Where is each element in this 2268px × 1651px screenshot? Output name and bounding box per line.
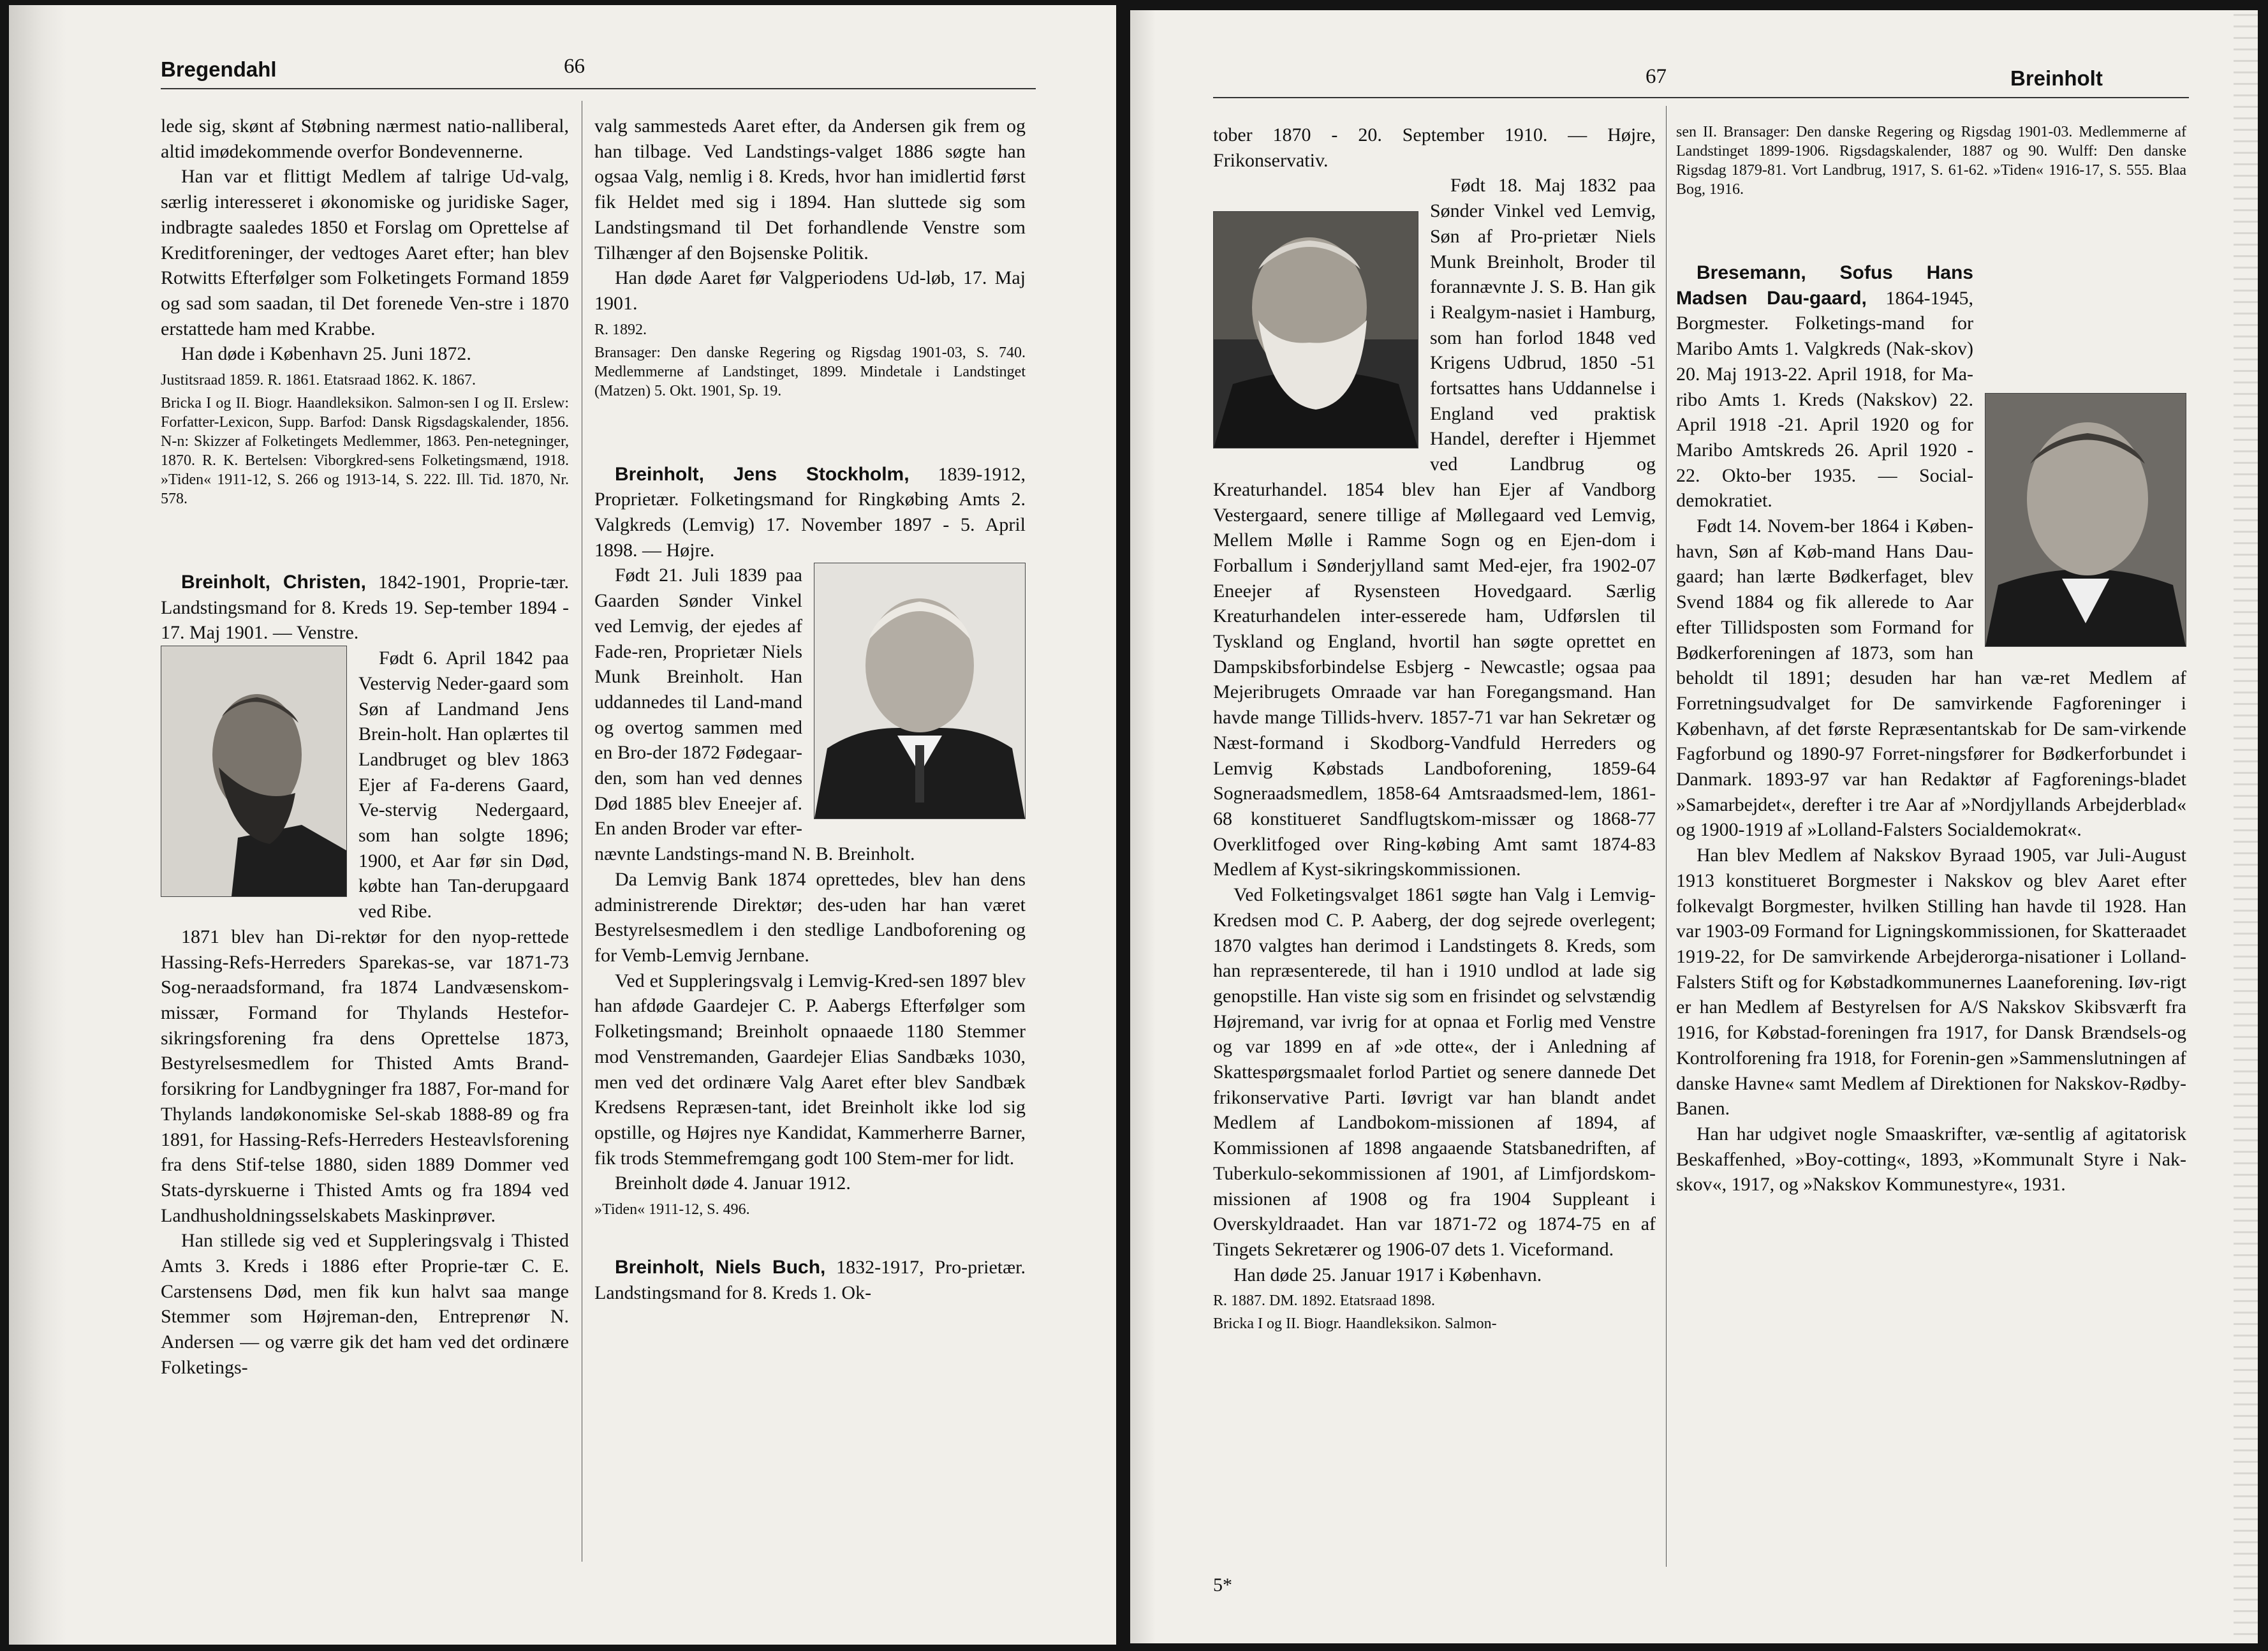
signature-mark: 5* bbox=[1213, 1574, 1232, 1595]
paragraph: 1871 blev han Di-rektør for den nyop-rettede Hassing-Refs-Herreders Sparekas-se, var 1871-73 Sog-neraadsformand, fra 1874 Landvæsenskom-missær, Formand for Thylands Hestefor-sikringsforening fra dens Oprettelse 1873, Bestyrelsesmedlem for Thisted Amts Brand-forsikring for Landbygninger fra 1887, For-mand for Thylands landøkonomiske Sel-skab 1888-89 og fra 1891, for Hassing-Refs-Herreders Hesteavlsforening fra dens Stif-telse 1880, siden 1889 Dommer ved Stats-dyrskuerne i Thisted Amts og fra 1894 ved Landhusholdningsselskabets Maskinprøver. bbox=[161, 926, 569, 1226]
running-head-right: Breinholt bbox=[2010, 66, 2103, 90]
paragraph: Han var et flittigt Medlem af talrige Ud-valg, særlig interesseret i økonomiske og juridiske Sager, indbragte saaledes 1850 et Forslag om Oprettelse af Kreditforeninger, der vedtoges Aaret efter; han blev Rotwitts Efterfølger som Folketingets Formand 1859 og sad som saadan, til Det forenede Ven-stre i 1870 erstattede ham med Krabbe. bbox=[161, 166, 569, 339]
right-column-2 bbox=[1676, 122, 2186, 1197]
entry-name: Bresemann, bbox=[1697, 262, 1806, 283]
header-rule bbox=[161, 88, 1036, 89]
paragraph: Han døde i København 25. Juni 1872. bbox=[181, 343, 471, 365]
entry-name: Breinholt, bbox=[615, 1257, 704, 1278]
paragraph: Ved Folketingsvalget 1861 søgte han Valg i Lemvig-Kredsen mod C. P. Aaberg, der dog sejrede overlegent; 1870 valgtes han derimod i Landstingets 8. Kreds, som han repræsenterede, til han i 1910 undlod at lade sig genopstille. Han viste sig som en frisindet og selvstændig Højremand, var ivrig for at opnaa et Forlig med Venstre og var 1899 en af »de otte«, der i Anledning af Skattespørgsmaalet forlod Partiet og senere dannede Det frikonservative Parti. Iøvrigt var han blandt andet Medlem af Landbokom-missionen af 1894, af Kommissionen af 1898 angaaende Statsbanedriften, af Tuberkulo-sekommissionen af 1901, af Limfjordskom-missionen af 1908 og fra 1904 Suppleant i Overskyldraadet. Han var 1871-72 og 1874-75 en af Tingets Sekretærer og 1906-07 dets 1. Viceformand. bbox=[1213, 884, 1656, 1260]
references-note: »Tiden« 1911-12, S. 496. bbox=[594, 1201, 750, 1218]
paragraph: Han blev Medlem af Nakskov Byraad 1905, var Juli-August 1913 konstitueret Borgmester i Nakskov og blev Aaret efter folkevalgt Borgmester, hvilken Stilling han havde til 1928. Han var 1903-09 Formand for Ligningskommissionen, for Skatteraadet 1919-22, for De samvirkende Arbejderorga-nisationer i Lolland-Falsters Stift og for Købstadkommunernes Laaneforening. Iøv-rigt er han Medlem af Bestyrelsen for A/S Nakskov Skibsværft fra 1916, for Købstad-foreningen fra 1917, for Dansk Brændsels-og Kontrolforening fra 1918, for Forenin-gen »Sammenslutningen af danske Havne« samt Medlem af Direktionen for Nakskov-Rødby-Banen. bbox=[1676, 845, 2186, 1120]
references-note: Bricka I og II. Biogr. Haandleksikon. Salmon- bbox=[1213, 1315, 1497, 1333]
entry-name: Breinholt, Christen, bbox=[181, 572, 366, 593]
references-note: Bricka I og II. Biogr. Haandleksikon. Salmon-sen I og II. Erslew: Forfatter-Lexicon, Supp. Barfod: Dansk Rigsdagskalender, 1856. N-n: Skizzer af Folketingets Medlemmer, 1863. Pen-netegninger, 1870. R. K. Bertelsen: Viborgkred-sens Folketingsmænd, 1918. »Tiden« 1911-12, S. 266 og 1913-14, S. 222. Ill. Tid. 1870, Nr. 578. bbox=[161, 395, 569, 508]
page-gutter-shadow bbox=[1130, 10, 1156, 1643]
page-edge-shadow bbox=[9, 5, 66, 1645]
paragraph: Han døde Aaret før Valgperiodens Ud-løb, 17. Maj 1901. bbox=[594, 267, 1026, 314]
paragraph: Da Lemvig Bank 1874 oprettedes, blev han dens administrerende Direktør; des-uden har han været Bestyrelsesmedlem i den stedlige Landboforening og for Vemb-Lemvig Jernbane. bbox=[594, 868, 1026, 966]
paragraph: Han har udgivet nogle Smaaskrifter, væ-sentlig af agitatorisk Beskaffenhed, »Boy-cotting«, 1893, »Kommunalt Styre i Nak-skov«, 1917, og »Nakskov Kommunestyre«, 1931. bbox=[1676, 1123, 2186, 1196]
page-number-right: 67 bbox=[1646, 65, 1667, 88]
paragraph: lede sig, skønt af Støbning nærmest natio-nalliberal, altid imødekommende overfor Bondevennerne. bbox=[161, 115, 569, 162]
entry-heading: Breinholt, Christen, 1842-1901, Proprie-tær. Landstingsmand for 8. Kreds 19. Sep-tember 1894 - 17. Maj 1901. — Venstre. bbox=[161, 572, 569, 644]
paragraph: valg sammesteds Aaret efter, da Andersen gik frem og han tilbage. Ved Landstings-valget 1886 søgte han ogsaa Valg, nemlig i 8. Kreds, hvor han imidlertid først fik Heldet med sig i 1894. Han sluttede sig som Landstingsmand til Det forhandlende Venstre som Tilhænger af den Bojsenske Politik. bbox=[594, 115, 1026, 263]
entry-heading: Breinholt, Niels Buch, 1832-1917, Pro-prietær. Landstingsmand for 8. Kreds 1. Ok- bbox=[594, 1257, 1026, 1303]
portrait-photo-jens bbox=[814, 563, 1026, 819]
page-number-left: 66 bbox=[564, 55, 585, 78]
portrait-photo-christen bbox=[161, 646, 347, 897]
left-page bbox=[9, 5, 1116, 1645]
portrait-photo-bresemann bbox=[1985, 393, 2186, 647]
right-page bbox=[1130, 10, 2258, 1643]
paragraph: Han stillede sig ved et Suppleringsvalg i Thisted Amts 3. Kreds i 1886 efter Proprie-tær C. E. Carstensens Død, men fik kun halvt saa mange Stemmer som Højreman-den, Entreprenør N. Andersen — og værre gik det ham ved det ordinære Folketings- bbox=[161, 1230, 569, 1378]
paragraph: Født 14. Novem-ber 1864 i Køben-havn, Søn af Køb-mand Hans Dau-gaard; han lærte Bødkerfaget, blev Svend 1884 og fik allerede to Aar efter Tillidsposten som Formand for Bødkerforeningen af 1873, som han beholdt til 1891; desuden har han væ-ret Medlem af Forretningsudvalget for De samvirkende Fagforeninger i København, af det første Repræsentantskab for De sam-virkende Fagforbund og 1890-97 Forret-ningsfører for Bødkerforbundet i Danmark. 1893-97 var han Redaktør af Fagforenings-bladet »Samarbejdet«, derefter i tre Aar af »Nordjyllands Arbejderblad« og 1900-1919 af »Lolland-Falsters Socialdemokrat«. bbox=[1676, 515, 2186, 841]
paragraph: Født 21. Juli 1839 paa Gaarden Sønder Vinkel ved Lemvig, der ejedes af Fade-ren, Proprietær Niels Munk Breinholt. Han uddannedes til Land-mand og overtog sammen med en Bro-der 1872 Fødegaar-den, som han ved dennes Død 1885 blev Eneejer af. En anden Broder var efter-nævnte Landstings-mand N. B. Breinholt. bbox=[594, 563, 1026, 866]
paragraph: Han døde 25. Januar 1917 i København. bbox=[1233, 1264, 1542, 1285]
paragraph: Født 6. April 1842 paa Vestervig Neder-gaard som Søn af Landmand Jens Brein-holt. Han oplærtes til Landbruget og blev 1863 Ejer af Fa-derens Gaard, Ve-stervig Nedergaard, som han solgte 1896; 1900, et Aar før sin Død, købte han Tan-derupgaard ved Ribe. bbox=[161, 646, 569, 924]
header-rule bbox=[1213, 97, 2189, 98]
honors-note: R. 1887. DM. 1892. Etatsraad 1898. bbox=[1213, 1292, 1435, 1310]
paragraph: tober 1870 - 20. September 1910. — Højre, Frikonservativ. bbox=[1213, 124, 1656, 171]
page-edge-fray bbox=[2234, 10, 2258, 1643]
paragraph: Breinholt døde 4. Januar 1912. bbox=[615, 1173, 851, 1194]
column-divider bbox=[1666, 106, 1667, 1567]
paragraph: Født 18. Maj 1832 paa Sønder Vinkel ved Lemvig, Søn af Pro-prietær Niels Munk Breinholt, Broder til forannævnte J. S. B. Han gik i Realgym-nasiet i Hamburg, som han forlod 1848 ved Krigens Udbrud, 1850 -51 fortsattes hans Uddannelse i England ved praktisk Handel, derefter i Hjemmet ved Landbrug og Kreaturhandel. 1854 blev han Ejer af Vandborg Vestergaard, senere tillige af Møllegaard ved Lemvig, Mellem Mølle i Ramme Sogn og en Ejen-dom i Forballum i Sønderjylland samt Med-ejer, fra 1902-07 Eneejer af Rysensteen Hovedgaard. Særlig Kreaturhandelen inter-esserede ham, Udførslen til Tyskland og England, hvortil han søgte oprettet en Dampskibsforbindelse Esbjerg - Newcastle; ogsaa paa Mejeribrugets Omraade var han Foregangsmand. Han havde mange Tillids-hverv. 1857-71 var han Sekretær og Næst-formand i Skodborg-Vandfuld Herreders og Lemvig Købstads Landboforening, 1859-64 Sogneraadsmedlem, 1858-64 Amtsraadsmed-lem, 1861-68 konstitueret Sandflugtskom-missær og 1868-77 Overklitfoged over Ring-købing Amt samt 1874-83 Medlem af Kyst-sikringskommissionen. bbox=[1213, 175, 1656, 880]
honors-note: Justitsraad 1859. R. 1861. Etatsraad 1862. K. 1867. bbox=[161, 372, 476, 389]
portrait-photo-niels bbox=[1213, 211, 1418, 448]
references-note: Bransager: Den danske Regering og Rigsdag 1901-03, S. 740. Medlemmerne af Landstinget, 1899. Mindetale i Landstinget (Matzen) 5. Okt. 1901, Sp. 19. bbox=[594, 344, 1026, 399]
references-note: sen II. Bransager: Den danske Regering og Rigsdag 1901-03. Medlemmerne af Landstinget 1899-1906. Rigsdagskalender, 1887 og 90. Wulff: Den danske Rigsdag 1879-81. Vort Landbrug, 1917, S. 61-62. »Tiden« 1916-17, S. 555. Blaa Bog, 1916. bbox=[1676, 124, 2186, 198]
running-head-left: Bregendahl bbox=[161, 57, 277, 81]
left-column-2 bbox=[594, 114, 1026, 1305]
entry-heading: Bresemann, Sofus Hans Madsen Dau-gaard, 1864-1945, Borgmester. Folketings-mand for Maribo Amts 1. Valgkreds (Nak-skov) 20. Maj 1913-22. April 1918, for Ma-ribo Amts 1. Kreds (Nakskov) 22. April 1918 -21. April 1920 og for Maribo Amtskreds 26. April 1920 - 22. Okto-ber 1935. — Social-demokratiet. bbox=[1676, 260, 2186, 514]
left-column-1 bbox=[161, 114, 569, 1381]
honors-note: R. 1892. bbox=[594, 321, 647, 338]
entry-heading: Breinholt, Jens Stockholm, 1839-1912, Proprietær. Folketingsmand for Ringkøbing Amts 2. Valgkreds (Lemvig) 17. November 1897 - 5. April 1898. — Højre. bbox=[594, 463, 1026, 561]
entry-name: Breinholt, bbox=[615, 463, 704, 485]
right-column-1 bbox=[1213, 122, 1656, 1333]
paragraph: Ved et Suppleringsvalg i Lemvig-Kred-sen 1897 blev han afdøde Gaardejer C. P. Aabergs Efterfølger som Folketingsmand; Breinholt opnaaede 1180 Stemmer mod Venstremanden, Gaardejer Elias Sandbæks 1030, men ved det ordinære Valg Aaret efter blev Sandbæk Kredsens Repræsen-tant, idet Breinholt ikke lod sig opstille, og Højres nye Kandidat, Kammerherre Barner, fik trods Stemmefremgang godt 100 Stem-mer for lidt. bbox=[594, 970, 1026, 1169]
